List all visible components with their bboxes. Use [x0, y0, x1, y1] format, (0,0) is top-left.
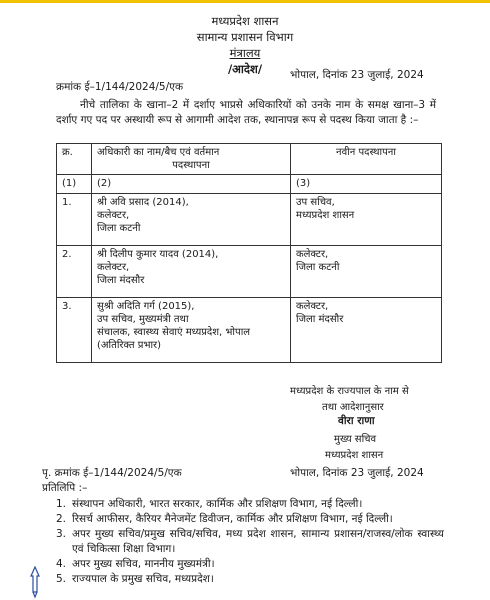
officer-name: श्री अवि प्रसाद (2014), — [97, 197, 189, 208]
list-item-number: 2. — [56, 513, 67, 525]
order-title: /आदेश/ — [227, 62, 263, 76]
current-posting-line: कलेक्टर, — [97, 210, 130, 221]
list-item-text: राज्यपाल के प्रमुख सचिव, मध्यप्रदेश। — [72, 573, 214, 585]
new-posting-line: जिला कटनी — [296, 262, 340, 273]
current-posting-line: जिला मंदसौर — [97, 275, 145, 286]
current-posting-line: जिला कटनी — [97, 223, 141, 234]
current-posting-line: (अतिरिक्त प्रभार) — [97, 340, 162, 351]
new-posting-line: जिला मंदसौर — [296, 314, 344, 325]
row-officer — [92, 298, 291, 363]
new-posting-line: उप सचिव, — [296, 197, 335, 208]
current-posting-line: कलेक्टर, — [97, 262, 130, 273]
table-row — [57, 194, 442, 246]
signatory-name: वीरा राणा — [338, 415, 375, 427]
table-row — [57, 298, 442, 363]
list-item-number: 1. — [56, 498, 67, 510]
posting-table — [56, 143, 442, 363]
col-number: (3) — [291, 175, 442, 194]
signature-line-2: तथा आदेशानुसार — [322, 402, 384, 413]
col-number: (2) — [92, 175, 291, 194]
row-serial: 3. — [57, 298, 92, 363]
list-item-text: अपर मुख्य सचिव, माननीय मुख्यमंत्री। — [72, 558, 215, 570]
pen-icon — [26, 566, 44, 598]
office-heading: मंत्रालय — [229, 46, 261, 60]
header-officer — [92, 144, 291, 175]
new-posting-line: मध्यप्रदेश शासन — [296, 210, 355, 221]
order-body: नीचे तालिका के खाना–2 में दर्शाए भाप्रसे अधिकारियों को उनके नाम के समक्ष खाना–3 में दर्शाए गए पद पर अस्थायी रूप से आगामी आदेश तक, स्थानापन्न रूप से पदस्थ किया जाता है :– — [56, 99, 436, 126]
list-item-text: अपर मुख्य सचिव/प्रमुख सचिव/सचिव, मध्य प्रदेश शासन, सामान्य प्रशासन/राजस्व/लोक स्वास्थ्य एवं चिकित्सा शिक्षा विभाग। — [72, 528, 444, 555]
list-item — [56, 497, 444, 512]
copy-list — [56, 497, 444, 587]
endorsement-number: पृ. क्रमांक ई–1/144/2024/5/एक — [42, 467, 182, 479]
table-row — [57, 246, 442, 298]
list-item — [56, 527, 444, 557]
signatory-designation: मुख्य सचिव — [334, 434, 377, 445]
list-item-text: संस्थापन अधिकारी, भारत सरकार, कार्मिक और प्रशिक्षण विभाग, नई दिल्ली। — [72, 498, 363, 510]
list-item-number: 5. — [56, 573, 67, 585]
header-new-posting — [291, 144, 442, 175]
header-new-posting-label: नवीन पदस्थापना — [336, 147, 396, 158]
col-number: (1) — [57, 175, 92, 194]
row-serial: 1. — [57, 194, 92, 246]
list-item — [56, 572, 444, 587]
list-item-number: 3. — [56, 528, 67, 540]
officer-name: श्री दिलीप कुमार यादव (2014), — [97, 249, 219, 260]
header-officer-line2: पदस्थापना — [172, 160, 210, 171]
row-new-posting — [291, 194, 442, 246]
order-number: क्रमांक ई–1/144/2024/5/एक — [56, 81, 184, 93]
new-posting-line: कलेक्टर, — [296, 249, 329, 260]
row-new-posting — [291, 298, 442, 363]
current-posting-line: संचालक, स्वास्थ्य सेवाएं मध्यप्रदेश, भोपाल — [97, 327, 251, 338]
list-item-text: रिसर्च आफीसर, कैरियर मैनेजमेंट डिवीजन, कार्मिक और प्रशिक्षण विभाग, नई दिल्ली। — [72, 513, 393, 525]
row-new-posting — [291, 246, 442, 298]
top-border — [0, 0, 490, 3]
copy-label: प्रतिलिपि :– — [42, 482, 88, 494]
list-item — [56, 557, 444, 572]
order-place-date: भोपाल, दिनांक 23 जुलाई, 2024 — [290, 69, 424, 81]
header-serial: क्र. — [57, 144, 92, 175]
list-item — [56, 512, 444, 527]
signatory-government: मध्यप्रदेश शासन — [325, 450, 384, 461]
current-posting-line: उप सचिव, मुख्यमंत्री तथा — [97, 314, 189, 325]
officer-name: सुश्री अदिति गर्ग (2015), — [97, 301, 195, 312]
table-number-row — [57, 175, 442, 194]
department-heading: सामान्य प्रशासन विभाग — [196, 30, 294, 44]
row-serial: 2. — [57, 246, 92, 298]
row-officer — [92, 246, 291, 298]
government-heading: मध्यप्रदेश शासन — [211, 14, 279, 28]
header-officer-line1: अधिकारी का नाम/बैच एवं वर्तमान — [97, 147, 220, 158]
signature-line-1: मध्यप्रदेश के राज्यपाल के नाम से — [290, 386, 409, 397]
row-officer — [92, 194, 291, 246]
list-item-number: 4. — [56, 558, 67, 570]
new-posting-line: कलेक्टर, — [296, 301, 329, 312]
table-header-row — [57, 144, 442, 175]
endorsement-place-date: भोपाल, दिनांक 23 जुलाई, 2024 — [290, 467, 424, 479]
